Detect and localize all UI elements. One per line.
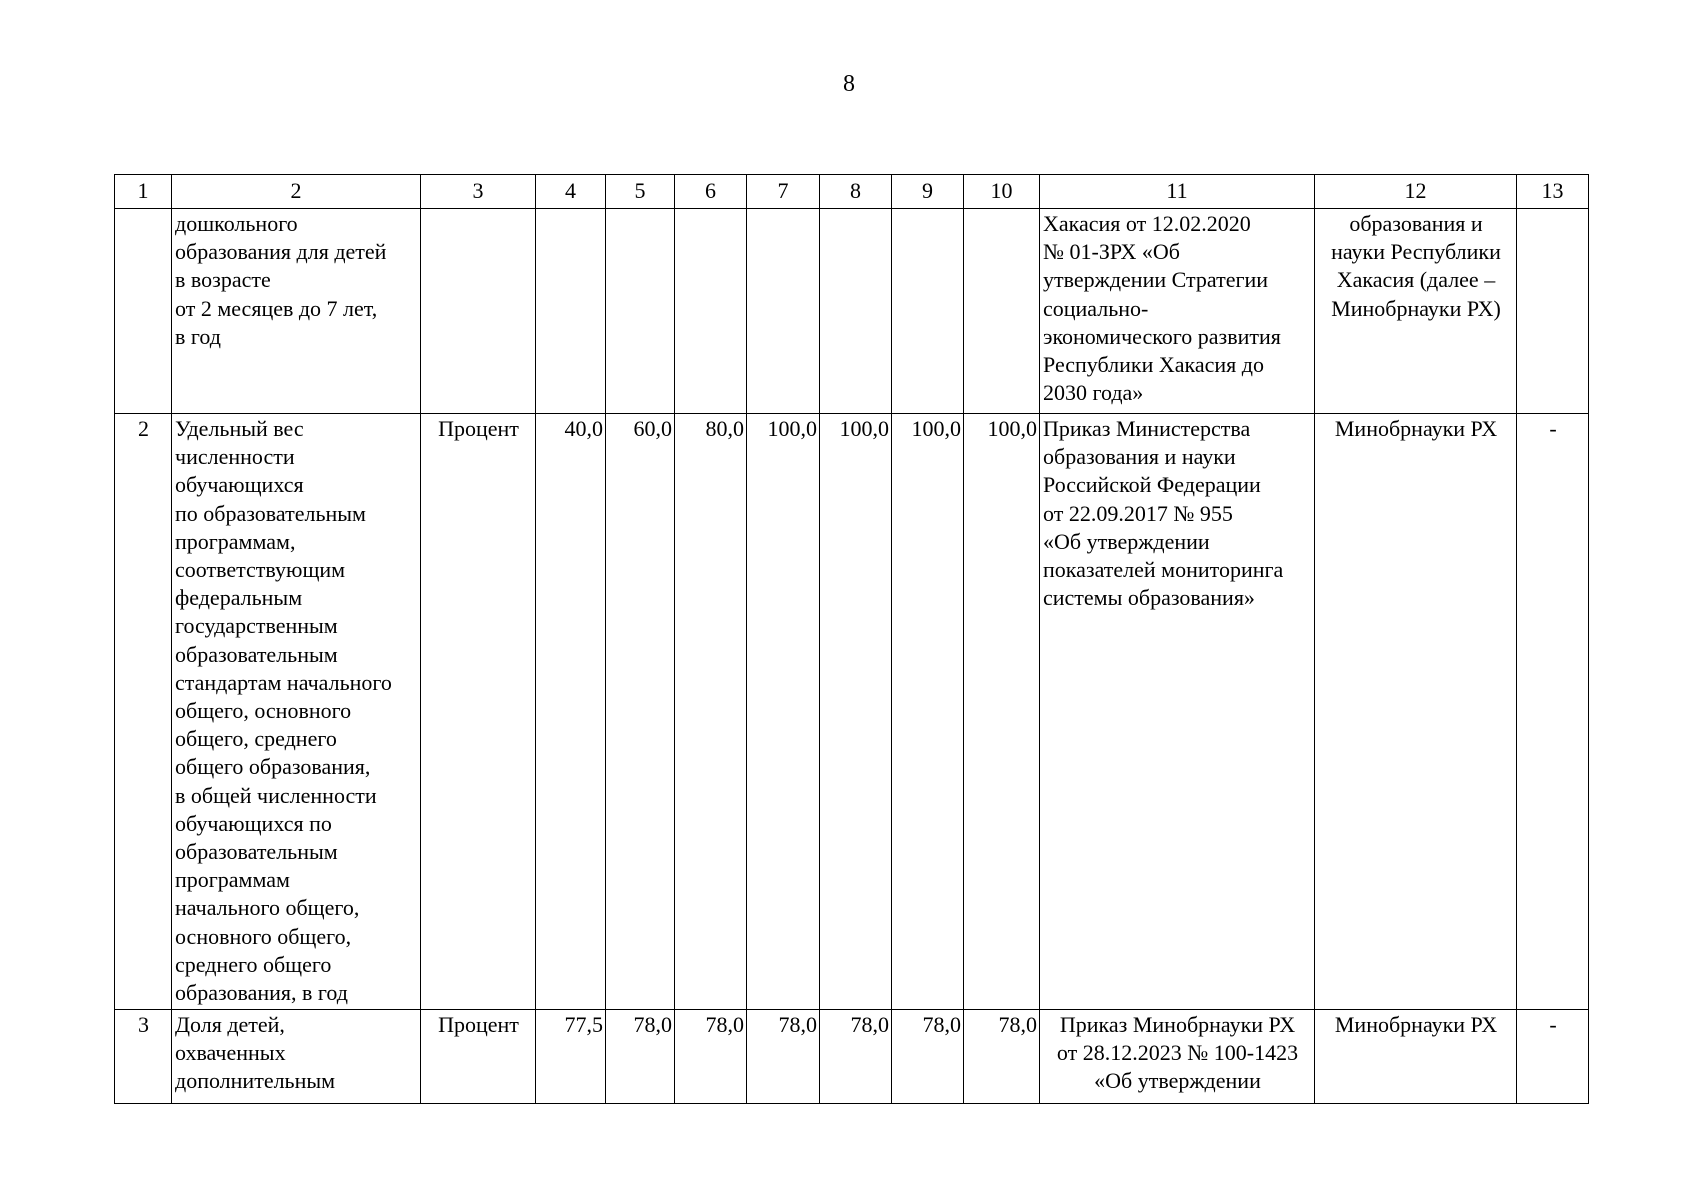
- value-col-6: [675, 209, 747, 414]
- table-row: [115, 1010, 1589, 1104]
- value-col-8: 78,0: [820, 1010, 892, 1104]
- row-number: [115, 209, 172, 414]
- header-cell: 9: [892, 175, 964, 209]
- indicator-name: Доля детей, охваченных дополнительным: [172, 1010, 421, 1104]
- value-col-10: 78,0: [964, 1010, 1040, 1104]
- unit: [421, 209, 536, 414]
- value-col-10: 100,0: [964, 414, 1040, 1010]
- value-col-6: 78,0: [675, 1010, 747, 1104]
- header-cell: 2: [172, 175, 421, 209]
- indicator-name: Удельный вес численности обучающихся по образовательным программам, соответствующим федеральным государственным образовательным стандартам начального общего, основного общего, среднего общего образования, в общей численности обучающихся по образовательным программам начального общего, основного общего, среднего общего образования, в год: [172, 414, 421, 1010]
- unit: Процент: [421, 414, 536, 1010]
- value-col-7: 100,0: [747, 414, 820, 1010]
- value-col-4: 40,0: [536, 414, 606, 1010]
- value-col-7: 78,0: [747, 1010, 820, 1104]
- value-col-9: 78,0: [892, 1010, 964, 1104]
- note: -: [1517, 414, 1589, 1010]
- source-document: Приказ Министерства образования и науки Российской Федерации от 22.09.2017 № 955 «Об утверждении показателей мониторинга системы образования»: [1040, 414, 1315, 1010]
- header-cell: 4: [536, 175, 606, 209]
- row-number: 2: [115, 414, 172, 1010]
- value-col-7: [747, 209, 820, 414]
- responsible-body: образования и науки Республики Хакасия (далее – Минобрнауки РХ): [1315, 209, 1517, 414]
- table-row: [115, 209, 1589, 414]
- header-cell: 10: [964, 175, 1040, 209]
- value-col-5: 78,0: [606, 1010, 675, 1104]
- value-col-5: 60,0: [606, 414, 675, 1010]
- value-col-5: [606, 209, 675, 414]
- value-col-8: [820, 209, 892, 414]
- header-cell: 5: [606, 175, 675, 209]
- source-document: Приказ Минобрнауки РХ от 28.12.2023 № 100-1423 «Об утверждении: [1040, 1010, 1315, 1104]
- value-col-8: 100,0: [820, 414, 892, 1010]
- page-number: 8: [843, 71, 855, 97]
- responsible-body: Минобрнауки РХ: [1315, 414, 1517, 1010]
- value-col-9: 100,0: [892, 414, 964, 1010]
- header-cell: 12: [1315, 175, 1517, 209]
- value-col-4: [536, 209, 606, 414]
- header-cell: 7: [747, 175, 820, 209]
- header-cell: 11: [1040, 175, 1315, 209]
- note: -: [1517, 1010, 1589, 1104]
- header-cell: 13: [1517, 175, 1589, 209]
- row-number: 3: [115, 1010, 172, 1104]
- header-cell: 3: [421, 175, 536, 209]
- unit: Процент: [421, 1010, 536, 1104]
- source-document: Хакасия от 12.02.2020 № 01-ЗРХ «Об утверждении Стратегии социально- экономического развития Республики Хакасия до 2030 года»: [1040, 209, 1315, 414]
- value-col-6: 80,0: [675, 414, 747, 1010]
- header-cell: 1: [115, 175, 172, 209]
- value-col-9: [892, 209, 964, 414]
- table-header-row: [115, 175, 1589, 209]
- value-col-10: [964, 209, 1040, 414]
- responsible-body: Минобрнауки РХ: [1315, 1010, 1517, 1104]
- value-col-4: 77,5: [536, 1010, 606, 1104]
- indicator-name: дошкольного образования для детей в возрасте от 2 месяцев до 7 лет, в год: [172, 209, 421, 414]
- header-cell: 8: [820, 175, 892, 209]
- table-row: [115, 414, 1589, 1010]
- indicators-table: [114, 174, 1589, 1104]
- note: [1517, 209, 1589, 414]
- header-cell: 6: [675, 175, 747, 209]
